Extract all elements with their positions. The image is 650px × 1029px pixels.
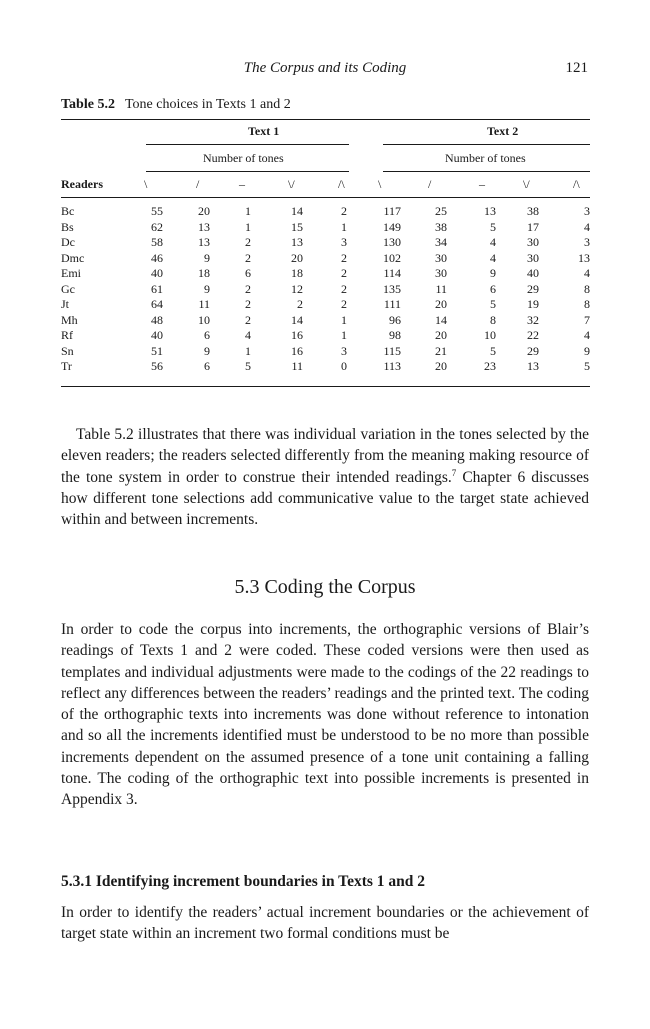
table-cell: 14 [291,204,303,218]
paragraph-1 [61,424,589,530]
table-row-reader: Gc [61,281,75,296]
tone-table [61,0,590,400]
table-cell: 2 [245,297,251,311]
table-row-reader: Dmc [61,250,85,265]
tone-symbol-header: \/ [288,177,295,191]
table-caption-text: Tone choices in Texts 1 and 2 [124,97,291,112]
section-heading: 5.3 Coding the Corpus [234,576,416,598]
table-cell: 3 [341,343,347,358]
tone-symbol-header: \ [144,177,148,191]
footnote-ref[interactable]: 7 [451,467,457,478]
table-row-reader: Rf [61,328,73,342]
table-cell: 17 [527,219,539,234]
page-number: 121 [565,60,588,76]
table-cell: 40 [151,328,163,342]
table-cell: 2 [245,250,251,265]
table-cell: 51 [151,343,163,358]
table-row-reader: Emi [61,266,81,280]
table-cell: 4 [245,328,251,342]
table-cell: 6 [245,266,251,280]
table-cell: 30 [527,250,539,265]
table-cell: 20 [198,204,210,218]
table-cell: 11 [291,359,303,373]
table-cell: 113 [383,359,401,373]
table-cell: 114 [383,266,401,280]
table-cell: 20 [291,250,303,265]
table-cell: 62 [151,219,163,234]
table-cell: 32 [527,312,539,327]
table-cell: 22 [527,328,539,342]
table-cell: 20 [435,297,447,311]
table-cell: 7 [584,312,590,327]
table-cell: 5 [490,343,496,358]
table-cell: 3 [584,204,590,218]
table-cell: 5 [245,359,251,373]
table-cell: 2 [341,266,347,280]
table-cell: 14 [291,312,303,327]
table-cell: 4 [490,250,496,265]
table-cell: 21 [435,343,447,358]
table-row-reader: Tr [61,359,72,373]
table-cell: 4 [490,235,496,249]
table-cell: 4 [584,328,590,342]
tone-symbol-header: / [196,177,200,191]
table-cell: 9 [204,343,210,358]
table-cell: 4 [584,266,590,280]
table-cell: 9 [204,281,210,296]
table-cell: 4 [584,219,590,234]
table-cell: 11 [435,281,447,296]
paragraph-3-text: In order to identify the readers’ actual increment boundaries or the achievement of target state within an increment two formal conditions must be [61,904,589,943]
table-cell: 29 [527,343,539,358]
tone-symbol-header: / [428,177,432,191]
table-cell: 34 [435,235,447,249]
group-header-text2: Text 2 [487,124,519,138]
table-cell: 9 [490,266,496,280]
table-cell: 30 [527,235,539,249]
table-cell: 1 [341,219,347,234]
table-cell: 111 [383,297,401,311]
table-cell: 3 [584,235,590,249]
tone-symbol-header: /\ [573,177,580,191]
table-cell: 38 [435,219,447,234]
table-cell: 3 [341,235,347,249]
table-cell: 6 [204,328,210,342]
group-header-text1: Text 1 [248,124,280,138]
table-cell: 117 [383,204,401,218]
table-cell: 102 [383,250,401,265]
table-cell: 10 [484,328,496,342]
table-cell: 130 [383,235,401,249]
table-cell: 5 [490,297,496,311]
table-cell: 135 [383,281,401,296]
table-cell: 11 [198,297,210,311]
table-cell: 30 [435,250,447,265]
table-cell: 12 [291,281,303,296]
tone-symbol-header: \ [378,177,382,191]
table-cell: 14 [435,312,447,327]
table-cell: 8 [584,281,590,296]
table-cell: 8 [584,297,590,311]
table-cell: 2 [341,250,347,265]
paragraph-2-text: In order to code the corpus into increments, the orthographic versions of Blair’s readings of Texts 1 and 2 were coded. These coded versions were then used as templates and individual adjustments were made to the codings of the 22 readings to reflect any differences between the readers’ readings and the printed text. The coding of the orthographic texts into increments was done without reference to intonation and so all the increments identified must be understood to be no more than possible increments dependent on the assumed presence of a tone unit containing a falling tone. The coding of the orthographic text into possible increments is presented in Appendix 3. [61,621,589,809]
tone-symbol-header: – [239,177,245,191]
table-row-reader: Bs [61,219,74,234]
row-header-readers: Readers [61,177,103,191]
table-cell: 18 [291,266,303,280]
subsection-heading: 5.3.1 Identifying increment boundaries in Texts 1 and 2 [61,873,426,890]
table-cell: 23 [484,359,496,373]
table-cell: 149 [383,219,401,234]
table-cell: 40 [527,266,539,280]
table-cell: 13 [484,204,496,218]
tone-symbol-header: \/ [523,177,530,191]
sub-header-text1: Number of tones [203,151,284,165]
table-cell: 30 [435,266,447,280]
table-cell: 38 [527,204,539,218]
table-cell: 20 [435,328,447,342]
table-row-reader: Jt [61,297,70,311]
table-cell: 115 [383,343,401,358]
table-cell: 13 [578,250,590,265]
table-cell: 98 [389,328,401,342]
table-cell: 40 [151,266,163,280]
paragraph-2 [61,619,589,811]
table-cell: 16 [291,328,303,342]
table-cell: 96 [389,312,401,327]
table-cell: 8 [490,312,496,327]
table-cell: 58 [151,235,163,249]
table-cell: 1 [341,328,347,342]
table-cell: 2 [341,204,347,218]
paragraph-1-text: Table 5.2 illustrates that there was individual variation in the tones selected by the eleven readers; the readers selected differently from the meaning making resource of the tone system in order to construe their intended readings. [61,426,589,486]
table-cell: 18 [198,266,210,280]
table-cell: 13 [198,235,210,249]
table-cell: 1 [245,219,251,234]
table-cell: 9 [204,250,210,265]
table-cell: 2 [245,281,251,296]
table-cell: 16 [291,343,303,358]
table-row-reader: Sn [61,343,74,358]
table-cell: 1 [341,312,347,327]
table-cell: 1 [245,204,251,218]
table-cell: 13 [527,359,539,373]
table-cell: 2 [341,297,347,311]
table-cell: 64 [151,297,163,311]
table-cell: 6 [490,281,496,296]
table-cell: 56 [151,359,163,373]
table-cell: 19 [527,297,539,311]
table-cell: 20 [435,359,447,373]
table-cell: 55 [151,204,163,218]
table-cell: 2 [245,235,251,249]
table-cell: 13 [198,219,210,234]
table-cell: 46 [151,250,163,265]
table-cell: 0 [341,359,347,373]
table-cell: 5 [584,359,590,373]
table-row-reader: Dc [61,235,75,249]
table-row-reader: Bc [61,204,75,218]
sub-header-text2: Number of tones [445,151,526,165]
table-cell: 9 [584,343,590,358]
table-cell: 15 [291,219,303,234]
table-cell: 2 [341,281,347,296]
paragraph-3 [61,902,589,945]
tone-symbol-header: /\ [338,177,345,191]
table-cell: 10 [198,312,210,327]
table-cell: 2 [245,312,251,327]
tone-symbol-header: – [479,177,485,191]
table-cell: 2 [297,297,303,311]
table-cell: 5 [490,219,496,234]
table-cell: 25 [435,204,447,218]
table-cell: 48 [151,312,163,327]
table-label: Table 5.2 [61,97,115,112]
table-cell: 6 [204,359,210,373]
running-head: The Corpus and its Coding [243,60,407,76]
table-cell: 1 [245,343,251,358]
table-cell: 13 [291,235,303,249]
table-row-reader: Mh [61,312,78,327]
table-cell: 61 [151,281,163,296]
paragraph-1-text-cont: Chapter 6 discusses how different tone selections add communicative value to the target state achieved within and between increments. [61,468,589,529]
table-cell: 29 [527,281,539,296]
